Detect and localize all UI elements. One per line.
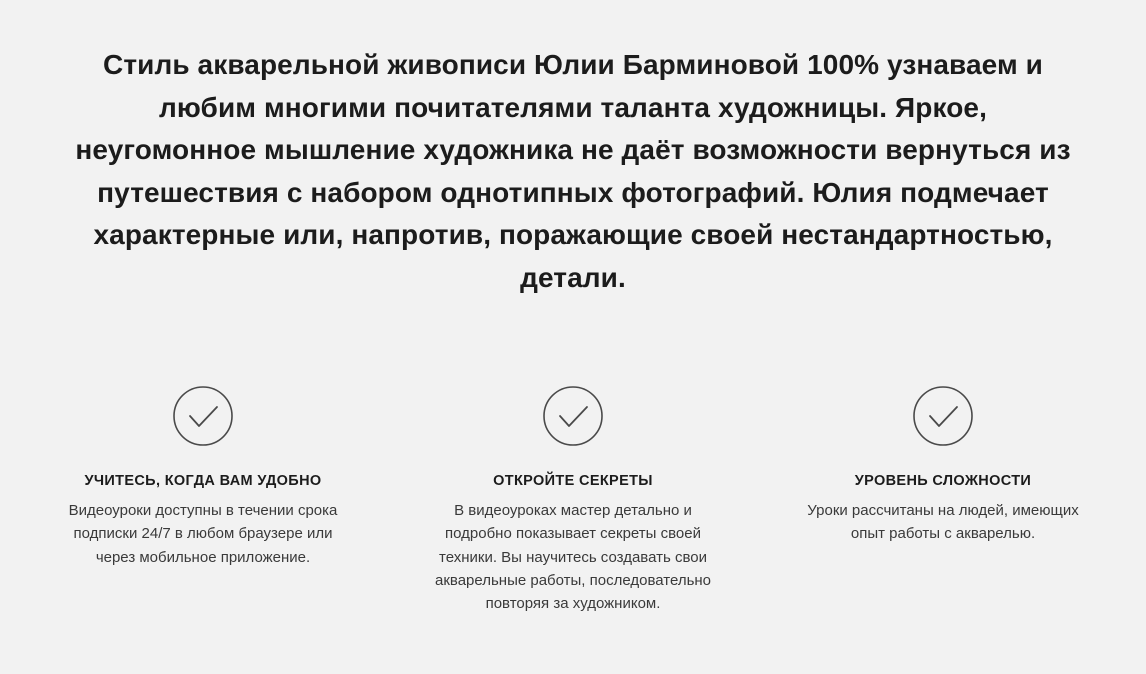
feature-description: В видеоуроках мастер детально и подробно показывает секреты своей техники. Вы научитесь создавать свои акварельные работы, последовательно повторяя за художником.	[434, 502, 712, 612]
intro-paragraph: Стиль акварельной живописи Юлии Барминовой 100% узнаваем и любим многими почитателями таланта художницы. Яркое, неугомонное мышление художника не даёт возможности вернуться из путешествия с набором однотипных фотографий. Юлия подмечает характерные или, напротив, поражающие своей нестандартностью, детали.	[75, 49, 1071, 293]
feature-icon-wrap	[784, 385, 1102, 451]
feature-icon-wrap	[44, 385, 362, 451]
check-circle-icon	[542, 385, 604, 447]
features-row	[0, 385, 1146, 615]
feature-item	[758, 385, 1128, 615]
feature-description: Видеоуроки доступны в течении срока подписки 24/7 в любом браузере или через мобильное приложение.	[68, 502, 338, 566]
feature-item	[18, 385, 388, 615]
feature-item	[388, 385, 758, 615]
feature-title: УЧИТЕСЬ, КОГДА ВАМ УДОБНО	[84, 473, 322, 489]
feature-icon-wrap	[414, 385, 732, 451]
feature-description: Уроки рассчитаны на людей, имеющих опыт работы с акварелью.	[807, 502, 1079, 543]
intro-section	[0, 0, 1146, 299]
feature-title: ОТКРОЙТЕ СЕКРЕТЫ	[493, 473, 653, 489]
check-circle-icon	[172, 385, 234, 447]
feature-title: УРОВЕНЬ СЛОЖНОСТИ	[854, 473, 1032, 489]
check-circle-icon	[912, 385, 974, 447]
